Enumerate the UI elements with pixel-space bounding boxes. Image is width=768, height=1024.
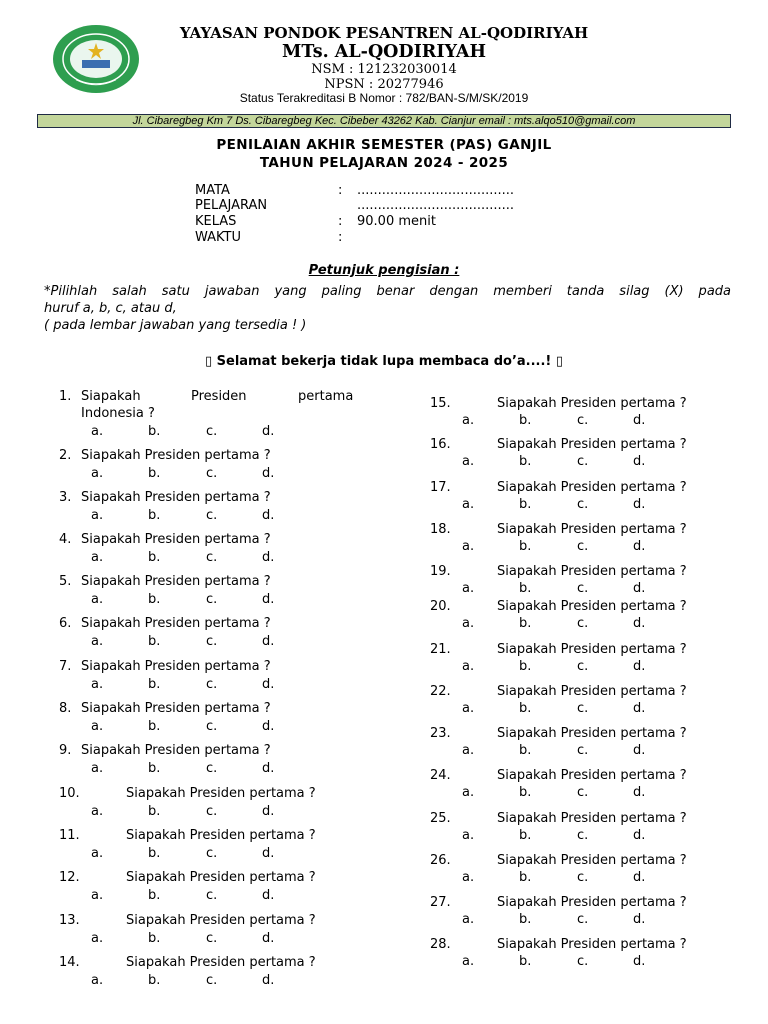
option-b: b.	[148, 677, 161, 692]
option-b: b.	[519, 413, 532, 428]
option-c: c.	[206, 719, 218, 734]
option-c: c.	[206, 466, 218, 481]
colon: :	[338, 214, 343, 229]
question-number: 11.	[59, 828, 80, 843]
option-b: b.	[148, 846, 161, 861]
question-text: Siapakah Presiden pertama ?	[497, 853, 687, 868]
option-a: a.	[462, 616, 475, 631]
option-b: b.	[519, 497, 532, 512]
option-a: a.	[462, 497, 475, 512]
option-d: d.	[262, 634, 275, 649]
option-b: b.	[148, 761, 161, 776]
option-b: b.	[148, 466, 161, 481]
option-a: a.	[462, 870, 475, 885]
question-number: 12.	[59, 870, 80, 885]
question-number: 15.	[430, 396, 451, 411]
question-text: Siapakah Presiden pertama ?	[497, 937, 687, 952]
option-c: c.	[577, 413, 589, 428]
npsn-text: NPSN : 20277946	[324, 77, 444, 92]
question-text: Siapakah Presiden pertama ?	[497, 396, 687, 411]
colon: :	[338, 183, 343, 198]
option-a: a.	[462, 581, 475, 596]
question-number: 22.	[430, 684, 451, 699]
option-b: b.	[148, 592, 161, 607]
option-d: d.	[633, 828, 646, 843]
option-a: a.	[462, 954, 475, 969]
option-a: a.	[462, 743, 475, 758]
option-c: c.	[577, 454, 589, 469]
option-c: c.	[577, 912, 589, 927]
option-d: d.	[262, 508, 275, 523]
question-text: Siapakah Presiden pertama ?	[497, 684, 687, 699]
option-b: b.	[148, 888, 161, 903]
question-text: Siapakah Presiden pertama ?	[81, 574, 271, 589]
address-bar: Jl. Cibaregbeg Km 7 Ds. Cibaregbeg Kec. Cibeber 43262 Kab. Cianjur email : mts.alqo510@gmail.com	[37, 114, 731, 128]
option-b: b.	[519, 743, 532, 758]
option-c: c.	[577, 828, 589, 843]
option-c: c.	[577, 870, 589, 885]
question-number: 1.	[59, 389, 72, 404]
option-a: a.	[91, 761, 104, 776]
option-b: b.	[519, 581, 532, 596]
mata-value: ......................................	[357, 183, 515, 198]
question-number: 4.	[59, 532, 72, 547]
option-d: d.	[262, 973, 275, 988]
instructions-text	[44, 283, 731, 334]
question-number: 6.	[59, 616, 72, 631]
option-a: a.	[91, 508, 104, 523]
instructions-line-2: huruf a, b, c, atau d,	[44, 301, 177, 316]
question-text: Siapakah Presiden pertama ?	[126, 786, 316, 801]
option-d: d.	[633, 581, 646, 596]
question-text: Siapakah Presiden pertama ?	[497, 768, 687, 783]
option-c: c.	[577, 539, 589, 554]
option-b: b.	[148, 508, 161, 523]
option-b: b.	[519, 870, 532, 885]
option-c: c.	[577, 701, 589, 716]
school-name: MTs. AL-QODIRIYAH	[281, 42, 487, 62]
question-text: Siapakah Presiden pertama ?	[497, 726, 687, 741]
option-b: b.	[519, 454, 532, 469]
question-text: Siapakah Presiden pertama ?	[497, 437, 687, 452]
question-number: 26.	[430, 853, 451, 868]
option-a: a.	[91, 592, 104, 607]
option-d: d.	[262, 424, 275, 439]
option-c: c.	[206, 761, 218, 776]
question-text: Siapakah Presiden pertama ?	[81, 701, 271, 716]
question-text: Siapakah Presiden pertama ?	[81, 659, 271, 674]
question-number: 17.	[430, 480, 451, 495]
question-number: 10.	[59, 786, 80, 801]
exam-year: TAHUN PELAJARAN 2024 - 2025	[259, 155, 509, 171]
option-b: b.	[148, 931, 161, 946]
question-number: 19.	[430, 564, 451, 579]
option-c: c.	[206, 677, 218, 692]
question-number: 18.	[430, 522, 451, 537]
colon: :	[338, 230, 343, 245]
option-c: c.	[206, 973, 218, 988]
question-text: Siapakah Presiden pertama ?	[126, 955, 316, 970]
option-c: c.	[206, 846, 218, 861]
question-number: 23.	[430, 726, 451, 741]
option-a: a.	[91, 466, 104, 481]
option-b: b.	[519, 785, 532, 800]
option-a: a.	[91, 888, 104, 903]
question-text: Siapakah Presiden pertama ?	[497, 599, 687, 614]
question-text: Siapakah Presiden pertama ?	[497, 522, 687, 537]
option-a: a.	[462, 659, 475, 674]
option-c: c.	[206, 424, 218, 439]
question-text: Siapakah Presiden pertama ?	[126, 828, 316, 843]
option-d: d.	[633, 701, 646, 716]
option-c: c.	[577, 497, 589, 512]
option-b: b.	[519, 828, 532, 843]
option-d: d.	[633, 912, 646, 927]
exam-title: PENILAIAN AKHIR SEMESTER (PAS) GANJIL	[216, 137, 552, 153]
option-b: b.	[519, 954, 532, 969]
option-a: a.	[91, 931, 104, 946]
kelas-value: 90.00 menit	[357, 214, 436, 229]
question-text: Siapakah Presiden pertama ?	[497, 642, 687, 657]
option-d: d.	[633, 659, 646, 674]
question-text: Siapakah Presiden pertama ?	[81, 616, 271, 631]
question-number: 27.	[430, 895, 451, 910]
option-d: d.	[633, 413, 646, 428]
option-d: d.	[633, 954, 646, 969]
question-number: 9.	[59, 743, 72, 758]
waktu-label: WAKTU	[195, 230, 242, 245]
pelajaran-value: ......................................	[357, 198, 515, 213]
foundation-name: YAYASAN PONDOK PESANTREN AL-QODIRIYAH	[179, 24, 589, 42]
question-text: Siapakah Presiden pertama ?	[497, 564, 687, 579]
option-d: d.	[262, 804, 275, 819]
option-c: c.	[577, 581, 589, 596]
question-number: 25.	[430, 811, 451, 826]
question-number: 14.	[59, 955, 80, 970]
question-text: Siapakah Presiden pertama ?	[497, 811, 687, 826]
option-c: c.	[206, 888, 218, 903]
option-b: b.	[519, 616, 532, 631]
question-number: 3.	[59, 490, 72, 505]
instructions-line-1: *Pilihlah salah satu jawaban yang paling benar dengan memberi tanda silag (X) pada	[44, 284, 731, 299]
option-a: a.	[91, 634, 104, 649]
option-b: b.	[519, 659, 532, 674]
option-b: b.	[519, 912, 532, 927]
question-line-2: Indonesia ?	[81, 406, 155, 421]
option-a: a.	[462, 785, 475, 800]
pelajaran-label: PELAJARAN	[195, 198, 268, 213]
option-d: d.	[262, 931, 275, 946]
option-a: a.	[462, 912, 475, 927]
question-word: Presiden	[191, 389, 247, 404]
option-d: d.	[262, 550, 275, 565]
option-b: b.	[148, 634, 161, 649]
question-number: 24.	[430, 768, 451, 783]
option-c: c.	[206, 508, 218, 523]
question-number: 5.	[59, 574, 72, 589]
question-text: Siapakah Presiden pertama ?	[126, 913, 316, 928]
option-a: a.	[91, 846, 104, 861]
option-a: a.	[462, 454, 475, 469]
nsm-text: NSM : 121232030014	[311, 62, 457, 77]
option-a: a.	[462, 413, 475, 428]
option-d: d.	[262, 846, 275, 861]
option-a: a.	[462, 539, 475, 554]
option-d: d.	[633, 497, 646, 512]
option-d: d.	[633, 785, 646, 800]
option-d: d.	[262, 888, 275, 903]
question-word: Siapakah	[81, 389, 141, 404]
option-b: b.	[148, 719, 161, 734]
question-text: Siapakah Presiden pertama ?	[81, 490, 271, 505]
option-d: d.	[262, 466, 275, 481]
question-number: 16.	[430, 437, 451, 452]
option-b: b.	[148, 973, 161, 988]
kelas-label: KELAS	[195, 214, 237, 229]
option-d: d.	[633, 454, 646, 469]
question-text: Siapakah Presiden pertama ?	[497, 480, 687, 495]
question-number: 2.	[59, 448, 72, 463]
option-c: c.	[577, 743, 589, 758]
option-d: d.	[262, 592, 275, 607]
option-d: d.	[633, 870, 646, 885]
option-c: c.	[577, 616, 589, 631]
question-number: 8.	[59, 701, 72, 716]
accreditation-text: Status Terakreditasi B Nomor : 782/BAN-S/M/SK/2019	[239, 91, 529, 105]
option-a: a.	[91, 804, 104, 819]
question-number: 7.	[59, 659, 72, 674]
question-number: 20.	[430, 599, 451, 614]
option-d: d.	[262, 677, 275, 692]
question-text: Siapakah Presiden pertama ?	[126, 870, 316, 885]
option-b: b.	[519, 539, 532, 554]
instructions-title: Petunjuk pengisian :	[308, 263, 460, 278]
question-text: Siapakah Presiden pertama ?	[81, 743, 271, 758]
option-c: c.	[206, 931, 218, 946]
question-number: 13.	[59, 913, 80, 928]
option-a: a.	[91, 973, 104, 988]
option-c: c.	[577, 785, 589, 800]
option-d: d.	[262, 719, 275, 734]
question-text: Siapakah Presiden pertama ?	[81, 448, 271, 463]
option-d: d.	[633, 616, 646, 631]
option-a: a.	[91, 550, 104, 565]
option-b: b.	[148, 804, 161, 819]
option-c: c.	[206, 634, 218, 649]
option-c: c.	[206, 804, 218, 819]
option-a: a.	[91, 677, 104, 692]
question-text: Siapakah Presiden pertama ?	[497, 895, 687, 910]
option-a: a.	[462, 828, 475, 843]
mata-label: MATA	[195, 183, 230, 198]
question-word: pertama	[298, 389, 354, 404]
option-d: d.	[633, 743, 646, 758]
option-a: a.	[91, 424, 104, 439]
option-c: c.	[577, 659, 589, 674]
option-c: c.	[577, 954, 589, 969]
option-a: a.	[91, 719, 104, 734]
question-text: Siapakah Presiden pertama ?	[81, 532, 271, 547]
option-c: c.	[206, 550, 218, 565]
option-b: b.	[148, 550, 161, 565]
option-c: c.	[206, 592, 218, 607]
option-b: b.	[148, 424, 161, 439]
option-b: b.	[519, 701, 532, 716]
question-number: 28.	[430, 937, 451, 952]
greeting-text: ▯ Selamat bekerja tidak lupa membaca do’a....! ▯	[204, 354, 564, 369]
option-d: d.	[633, 539, 646, 554]
option-a: a.	[462, 701, 475, 716]
question-number: 21.	[430, 642, 451, 657]
instructions-line-3: ( pada lembar jawaban yang tersedia ! )	[44, 318, 307, 333]
option-d: d.	[262, 761, 275, 776]
